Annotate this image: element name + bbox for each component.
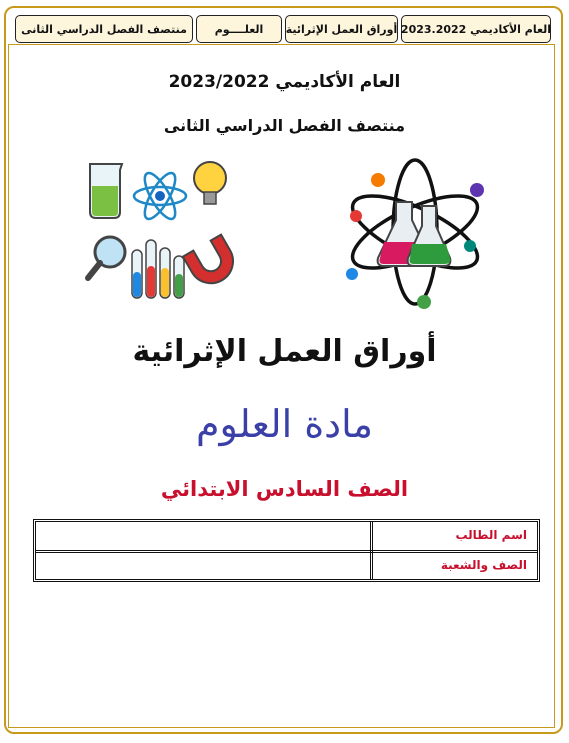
student-info-table <box>33 519 540 582</box>
header-term-box <box>15 15 193 43</box>
term-heading: منتصف الفصل الدراسي الثانى <box>163 116 406 135</box>
header-subject-text: العلــــوم <box>214 22 264 36</box>
electron-orange <box>371 173 385 187</box>
student-name-label: اسم الطالب <box>455 528 527 542</box>
atom-icon <box>134 169 186 223</box>
student-name-field[interactable] <box>40 525 366 547</box>
content-border <box>8 44 555 728</box>
header-year-box <box>401 15 551 43</box>
science-clipart-left <box>80 152 240 312</box>
header-subject-box <box>196 15 282 43</box>
electron-green <box>417 295 431 309</box>
header-year-text: العام الأكاديمي 2023.2022 <box>400 22 552 36</box>
electron-purple <box>470 183 484 197</box>
class-section-field[interactable] <box>40 555 366 577</box>
header-type-box <box>285 15 398 43</box>
header-term-text: منتصف الفصل الدراسي الثانى <box>21 22 187 36</box>
subject-title: مادة العلوم <box>195 402 374 446</box>
academic-year-heading: العام الأكاديمي 2023/2022 <box>168 72 401 92</box>
magnifier-icon <box>88 237 125 278</box>
magnet-icon <box>183 235 240 292</box>
electron-teal <box>464 240 476 252</box>
main-title: أوراق العمل الإثرائية <box>132 334 437 369</box>
electron-red <box>350 210 362 222</box>
grade-title: الصف السادس الابتدائي <box>160 477 409 501</box>
atom-flasks-illustration <box>340 150 490 312</box>
class-section-label: الصف والشعبة <box>440 558 527 572</box>
table-divider-horizontal <box>36 550 537 553</box>
header-type-text: أوراق العمل الإثرائية <box>285 22 398 36</box>
lightbulb-icon <box>194 162 226 204</box>
test-tubes-icon <box>132 240 184 298</box>
beaker-icon <box>90 164 122 218</box>
electron-blue <box>346 268 358 280</box>
